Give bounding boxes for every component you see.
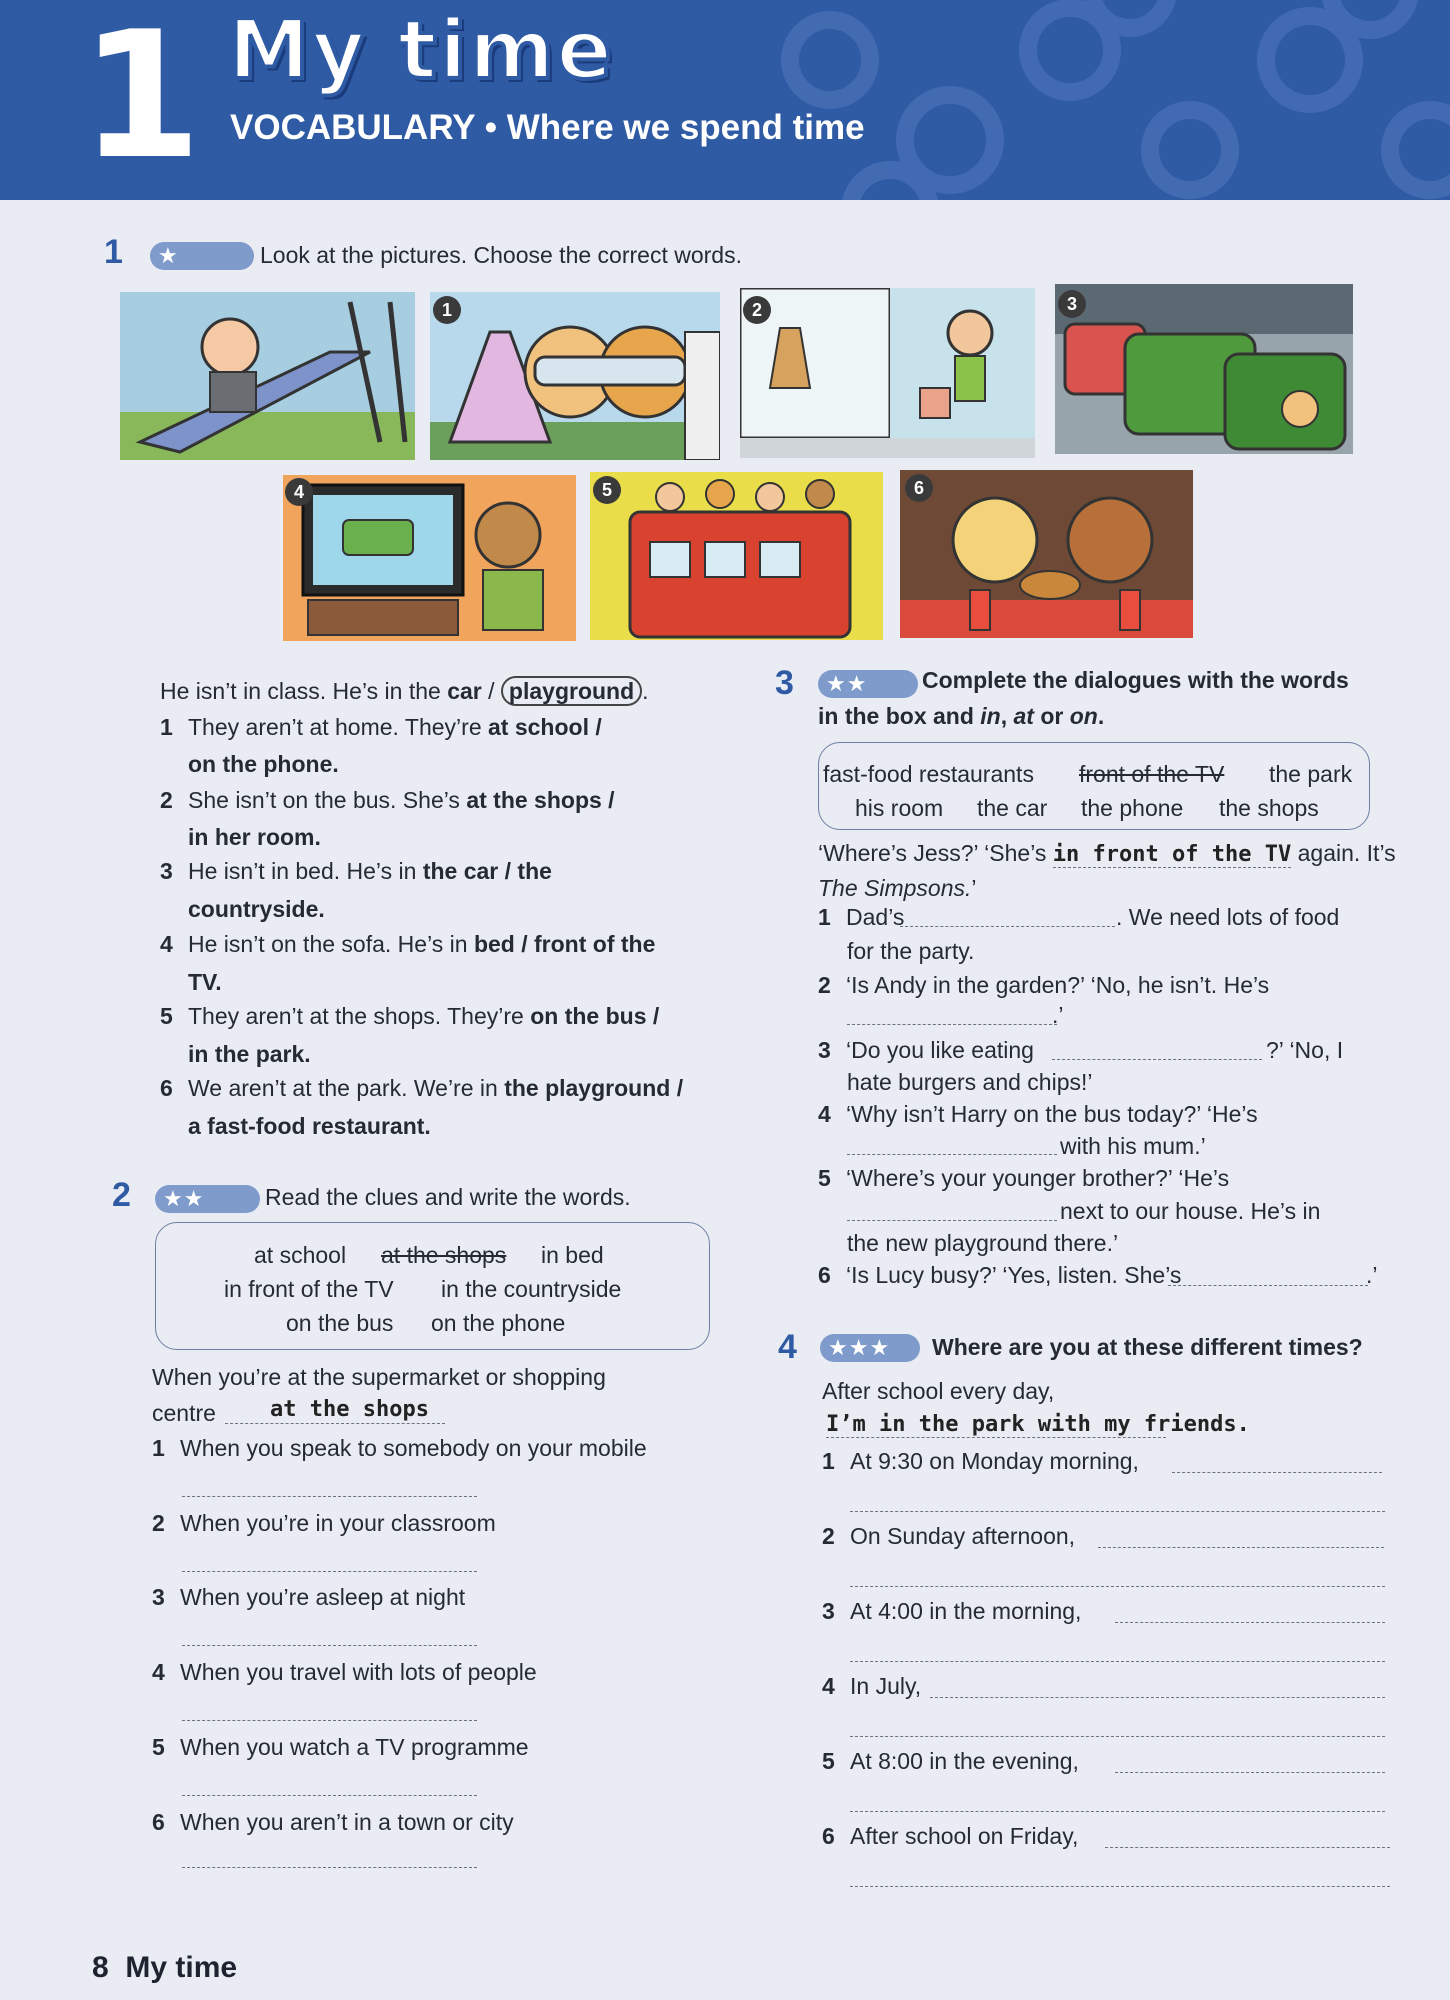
exercise-3-example: ‘Where’s Jess?’ ‘She’s in front of the TV again. It’s (818, 840, 1396, 867)
option-choice[interactable]: in the park. (188, 1041, 311, 1067)
restaurant-illustration (900, 470, 1193, 638)
exercise-1-item: 3 He isn’t in bed. He’s in the car / the (160, 858, 552, 884)
picture-number-badge: 4 (285, 478, 313, 506)
answer-line[interactable] (850, 1511, 1385, 1512)
option-choice[interactable]: at the shops / (466, 787, 615, 813)
exercise-3-item: 5 ‘Where’s your younger brother?’ ‘He’s (818, 1165, 1230, 1191)
exercise-4-number: 4 (778, 1328, 797, 1366)
answer-line[interactable] (1115, 1772, 1385, 1773)
box-word: the phone (1081, 795, 1184, 821)
answer-line[interactable] (847, 1024, 1057, 1025)
box-word: the park (1269, 761, 1353, 787)
option-choice[interactable]: TV. (188, 969, 222, 995)
exercise-2-word-box (155, 1222, 710, 1350)
exercise-2-number: 2 (112, 1176, 131, 1214)
option-choice[interactable]: on the bus / (530, 1003, 660, 1029)
exercise-3-stars: ★★ (818, 670, 918, 698)
page-footer (92, 1950, 237, 1986)
answer-line[interactable] (850, 1886, 1390, 1887)
header-pattern (750, 0, 1450, 200)
unit-header (0, 0, 1450, 200)
exercise-1-item: 6 We aren’t at the park. We’re in the playground / (160, 1075, 684, 1101)
lab-illustration (430, 292, 720, 460)
exercise-4-item: 4 In July, (822, 1673, 922, 1699)
exercise-2-clue: 4 When you travel with lots of people (152, 1659, 537, 1685)
exercise-1-stars: ★ (150, 242, 254, 270)
box-word: in bed (541, 1242, 604, 1268)
exercise-1-example: He isn’t in class. He’s in the car / playground . (160, 678, 649, 704)
picture-number-badge: 6 (905, 474, 933, 502)
answer-line[interactable] (850, 1811, 1385, 1812)
option-choice[interactable]: at school / (488, 714, 602, 740)
exercise-3-item-text: for the party. (847, 938, 975, 964)
answer-line (826, 1437, 1166, 1438)
exercise-2-clue: 3 When you’re asleep at night (152, 1584, 466, 1610)
box-word: in front of the TV (224, 1276, 394, 1302)
exercise-1-item: 4 He isn’t on the sofa. He’s in bed / front of the (160, 931, 656, 957)
picture-playground (120, 292, 415, 460)
exercise-2-stars: ★★ (155, 1185, 260, 1213)
exercise-2-example-clue: When you’re at the supermarket or shopping (152, 1364, 606, 1390)
answer-line[interactable] (850, 1586, 1385, 1587)
exercise-4-example-question: After school every day, (822, 1378, 1055, 1404)
unit-subtitle: VOCABULARY • Where we spend time (230, 108, 865, 147)
picture-4-tv (283, 475, 576, 641)
answer-line[interactable] (182, 1571, 477, 1572)
box-word-used: at the shops (381, 1242, 507, 1268)
exercise-1-number: 1 (104, 233, 123, 271)
exercise-3-word-box (818, 742, 1370, 830)
exercise-3-item: 3 ‘Do you like eating (818, 1037, 1034, 1063)
exercise-3-item-text: ?’ ‘No, I (1266, 1037, 1344, 1063)
exercise-3-item-text: . We need lots of food (1116, 904, 1340, 930)
answer-line[interactable] (900, 926, 1115, 927)
exercise-1-item: 1 They aren’t at home. They’re at school / (160, 714, 602, 740)
answer-line[interactable] (182, 1867, 477, 1868)
exercise-3-item: 4 ‘Why isn’t Harry on the bus today?’ ‘He’s (818, 1101, 1258, 1127)
box-word: on the bus (286, 1310, 394, 1336)
exercise-3-example-end: The Simpsons.’ (818, 875, 977, 901)
answer-line[interactable] (182, 1496, 477, 1497)
exercise-1-instruction: Look at the pictures. Choose the correct words. (260, 242, 742, 268)
picture-5-bus (590, 472, 883, 640)
option-choice[interactable]: bed / front of the (473, 931, 656, 957)
exercise-2-clue: 5 When you watch a TV programme (152, 1734, 529, 1760)
picture-2-shops (740, 288, 1035, 458)
footer-unit-label: My time (125, 1951, 238, 1984)
answer-line[interactable] (182, 1720, 477, 1721)
picture-3-car (1055, 284, 1353, 454)
picture-number-badge: 3 (1058, 290, 1086, 318)
exercise-1-item: 2 She isn’t on the bus. She’s at the shops / (160, 787, 615, 813)
tv-illustration (283, 475, 576, 641)
exercise-2-instruction: Read the clues and write the words. (265, 1184, 631, 1210)
box-word: at school (254, 1242, 347, 1268)
picture-number-badge: 1 (433, 296, 461, 324)
box-word-used: front of the TV (1079, 761, 1225, 787)
answer-line[interactable] (847, 1220, 1057, 1221)
shopping-illustration (740, 288, 1035, 458)
exercise-2-clue: 1 When you speak to somebody on your mobile (152, 1435, 647, 1461)
answer-line[interactable] (850, 1661, 1385, 1662)
answer-line[interactable] (1168, 1285, 1368, 1286)
exercise-3-number: 3 (775, 664, 794, 702)
exercise-4-item: 3 At 4:00 in the morning, (822, 1598, 1082, 1624)
example-answer: I’m in the park with my friends. (826, 1412, 1250, 1437)
exercise-4-instruction: Where are you at these different times? (932, 1334, 1363, 1360)
box-word: his room (855, 795, 944, 821)
exercise-3-item: 1 Dad’s (818, 904, 905, 930)
slide-illustration (120, 292, 415, 460)
exercise-1-item: 5 They aren’t at the shops. They’re on the bus / (160, 1003, 660, 1029)
unit-title: My time (228, 3, 614, 98)
box-word: in the countryside (441, 1276, 622, 1302)
exercise-3-instruction-2: in the box and in, at or on. (818, 703, 1105, 729)
picture-6-fast-food (900, 470, 1193, 638)
answer-line[interactable] (850, 1736, 1385, 1737)
example-answer: at the shops (270, 1397, 429, 1422)
exercise-4-item: 2 On Sunday afternoon, (822, 1523, 1076, 1549)
box-word: the car (977, 795, 1048, 821)
box-word: fast-food restaurants (823, 761, 1034, 787)
exercise-3-item-text: with his mum.’ (1060, 1133, 1206, 1159)
page-number: 8 (92, 1951, 109, 1984)
exercise-3-item: 2 ‘Is Andy in the garden?’ ‘No, he isn’t. He’s (818, 972, 1270, 998)
exercise-4-item: 6 After school on Friday, (822, 1823, 1079, 1849)
exercise-3-item: 6 ‘Is Lucy busy?’ ‘Yes, listen. She’s (818, 1262, 1182, 1288)
exercise-3-item-text: hate burgers and chips!’ (847, 1069, 1093, 1095)
exercise-3-item-text: next to our house. He’s in (1060, 1198, 1321, 1224)
exercise-3-item-text: the new playground there.’ (847, 1230, 1119, 1256)
exercise-4-stars: ★★★ (820, 1334, 920, 1362)
exercise-4-item: 5 At 8:00 in the evening, (822, 1748, 1079, 1774)
box-word: on the phone (431, 1310, 566, 1336)
exercise-2-clue: 6 When you aren’t in a town or city (152, 1809, 514, 1835)
traffic-illustration (1055, 284, 1353, 454)
answer-line[interactable] (930, 1697, 1385, 1698)
answer-line[interactable] (1172, 1472, 1382, 1473)
exercise-2-example-clue-end: centre (152, 1400, 216, 1426)
option-choice[interactable]: on the phone. (188, 751, 339, 777)
answer-line[interactable] (1098, 1547, 1384, 1548)
unit-number: 1 (80, 0, 202, 198)
picture-number-badge: 2 (743, 296, 771, 324)
answer-line[interactable] (1115, 1622, 1385, 1623)
example-answer: in front of the TV (1052, 842, 1292, 867)
option-choice[interactable]: a fast-food restaurant. (188, 1113, 431, 1139)
picture-1-science-lab (430, 292, 720, 460)
exercise-3-instruction: Complete the dialogues with the words (922, 667, 1349, 693)
option-choice[interactable]: the playground / (504, 1075, 684, 1101)
option-choice[interactable]: in her room. (188, 824, 321, 850)
exercise-2-clue: 2 When you’re in your classroom (152, 1510, 496, 1536)
option-choice[interactable]: the car / the (422, 858, 552, 884)
picture-number-badge: 5 (593, 476, 621, 504)
answer-line[interactable] (1105, 1847, 1390, 1848)
exercise-3-item-text: .’ (1366, 1262, 1378, 1288)
answer-line[interactable] (182, 1795, 477, 1796)
bus-illustration (590, 472, 883, 640)
box-word: the shops (1219, 795, 1319, 821)
answer-line[interactable] (1052, 1059, 1262, 1060)
answer-line[interactable] (847, 1154, 1057, 1155)
circled-answer: playground (501, 676, 642, 706)
exercise-4-item: 1 At 9:30 on Monday morning, (822, 1448, 1139, 1474)
answer-line[interactable] (182, 1645, 477, 1646)
exercise-3-item-text: .’ (1052, 1002, 1064, 1028)
option-choice[interactable]: countryside. (188, 896, 325, 922)
